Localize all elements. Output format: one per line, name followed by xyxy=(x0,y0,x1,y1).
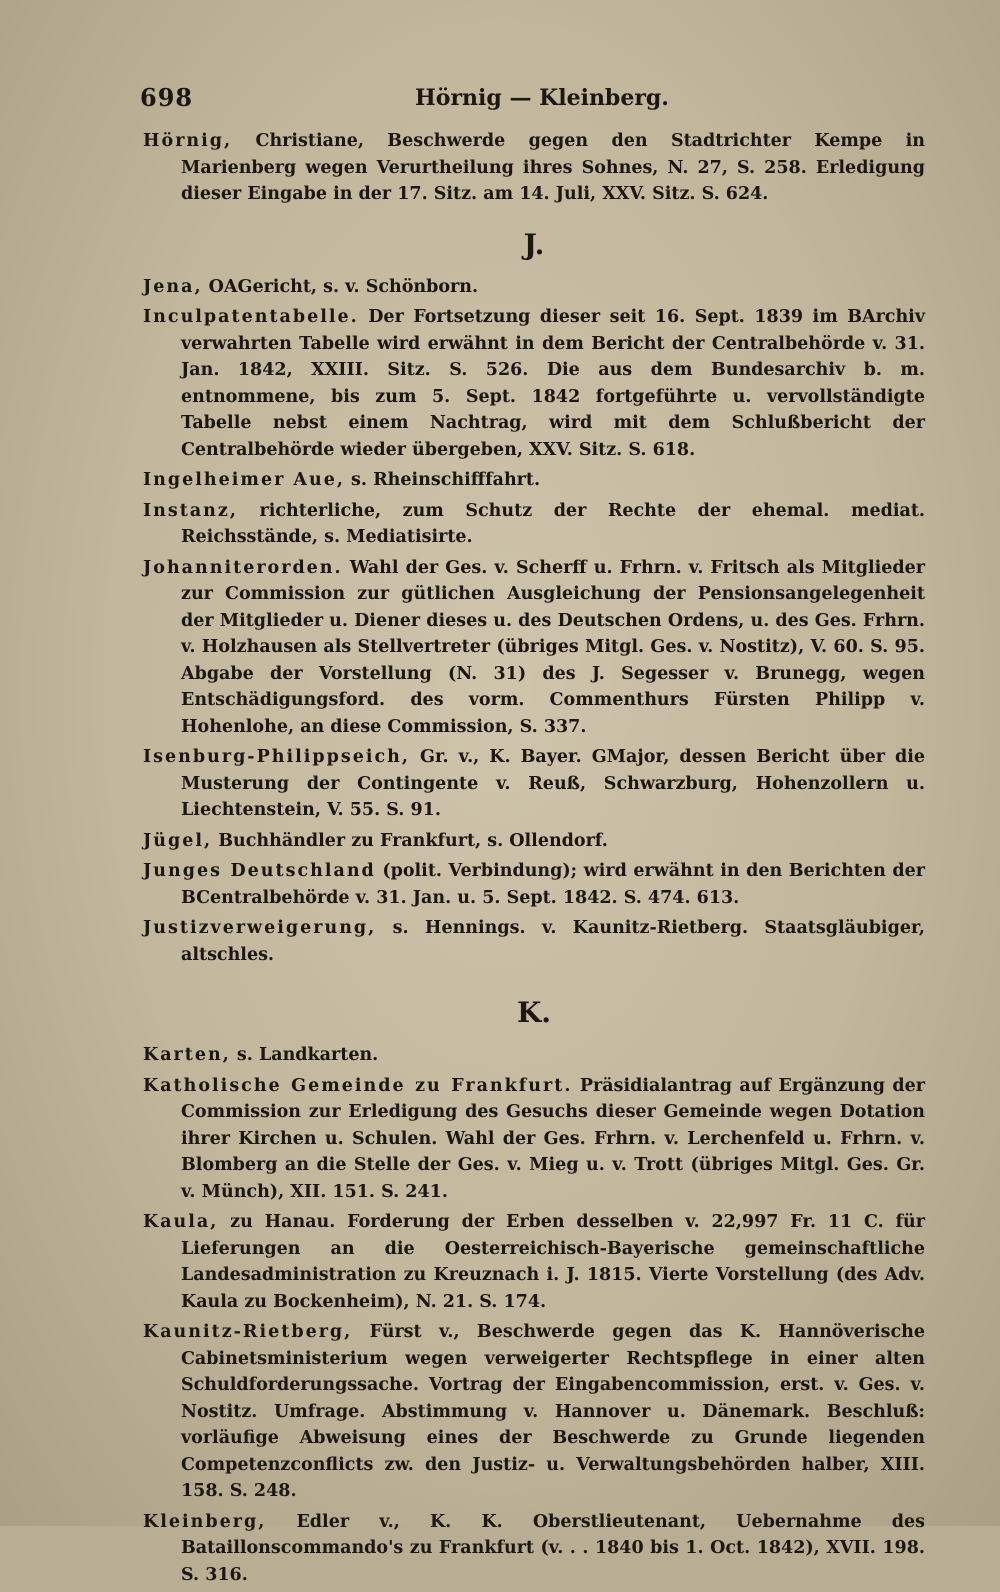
entry-text: s. Landkarten. xyxy=(230,1045,379,1065)
entry-text: Der Fortsetzung dieser seit 16. Sept. 1839 im BArchiv verwahrten Tabelle wird erwähnt in dem Bericht der Centralbehörde v. 31. Jan. 1842, XXIII. Sitz. S. 526. Die aus dem Bundesarchiv b. m. entnommene, bis zum 5. Sept. 1842 fortgeführte u. vervollständigte Tabelle nebst einem Nachtrag, wird mit dem Schlußbericht der Centralbehörde wieder übergeben, XXV. Sitz. S. 618. xyxy=(181,307,925,460)
index-entry xyxy=(143,744,925,824)
entry-text: Präsidialantrag auf Ergänzung der Commission zur Erledigung des Gesuchs dieser Gemeinde wegen Dotation ihrer Kirchen u. Schulen. Wahl der Ges. Frhrn. v. Lerchenfeld u. Frhrn. v. Blomberg an die Stelle der Ges. v. Mieg u. v. Trott (übriges Mitgl. Ges. Gr. v. Münch), XII. 151. S. 241. xyxy=(181,1075,926,1202)
entry-text: s. Hennings. v. Kaunitz-Rietberg. Staatsgläubiger, altschles. xyxy=(181,918,925,965)
running-title: Hörnig — Kleinberg. xyxy=(415,85,669,111)
entry-headword: Kaula, xyxy=(143,1212,219,1232)
index-entry xyxy=(143,304,925,463)
entry-headword: Katholische Gemeinde zu Frankfurt. xyxy=(143,1075,573,1096)
entry-headword: Johanniterorden. xyxy=(143,557,343,578)
entry-headword: Isenburg-Philippseich, xyxy=(143,747,410,767)
index-entry xyxy=(143,498,925,551)
index-entry xyxy=(143,828,925,855)
entry-text: Wahl der Ges. v. Scherff u. Frhrn. v. Fritsch als Mitglieder zur Commission zur gütlichen Ausgleichung der Pensionsangelegenheit der Mitglieder u. Diener dieses u. des Deutschen Ordens, u. des Ges. Frhrn. v. Holzhausen als Stellvertreter (übriges Mitgl. Ges. v. Nostitz), V. 60. S. 95. Abgabe der Vorstellung (N. 31) des J. Segesser v. Brunegg, wegen Entschädigungsford. des vorm. Commenthurs Fürsten Philipp v. Hohenlohe, an diese Commission, S. 337. xyxy=(181,557,925,737)
section-heading-k: K. xyxy=(516,996,552,1029)
page-header xyxy=(140,83,840,119)
index-entry xyxy=(143,858,925,911)
entry-headword: Kaunitz-Rietberg, xyxy=(143,1322,353,1342)
entry-text: zu Hanau. Forderung der Erben desselben v. 22,997 Fr. 11 C. für Lieferungen an die Oesterreichisch-Bayerische gemeinschaftliche Landesadministration zu Kreuznach i. J. 1815. Vierte Vorstellung (des Adv. Kaula zu Bockenheim), N. 21. S. 174. xyxy=(181,1212,925,1312)
entry-headword: Kleinberg, xyxy=(143,1511,267,1532)
entry-headword: Inculpatentabelle. xyxy=(143,307,359,327)
entry-headword: Junges Deutschland xyxy=(143,861,376,881)
entry-text: richterliche, zum Schutz der Rechte der ehemal. mediat. Reichsstände, s. Mediatisirte. xyxy=(181,500,925,547)
index-entry xyxy=(143,128,925,208)
index-entry xyxy=(143,555,925,741)
entry-headword: Jena, xyxy=(143,276,203,297)
index-entry xyxy=(143,1209,925,1315)
index-entry xyxy=(143,467,925,494)
index-entry xyxy=(143,274,925,301)
entry-text: Christiane, Beschwerde gegen den Stadtrichter Kempe in Marienberg wegen Verurtheilung ihres Sohnes, N. 27, S. 258. Erledigung dieser Eingabe in der 17. Sitz. am 14. Juli, XXV. Sitz. S. 624. xyxy=(181,131,925,204)
entry-headword: Hörnig, xyxy=(143,131,233,151)
index-entry xyxy=(143,915,925,968)
entry-text: Fürst v., Beschwerde gegen das K. Hannöverische Cabinetsministerium wegen verweigerter Rechtspflege in einer alten Schuldforderungssache. Vortrag der Eingabencommission, erst. v. Ges. v. Nostitz. Umfrage. Abstimmung v. Hannover u. Dänemark. Beschluß: vorläufige Abweisung eines der Beschwerde zu Grunde liegenden Competenzconflicts zw. den Justiz- u. Verwaltungsbehörden halber, XIII. 158. S. 248. xyxy=(181,1322,925,1501)
index-entry xyxy=(143,1042,925,1069)
index-entry xyxy=(143,1073,925,1206)
entry-headword: Instanz, xyxy=(143,500,238,521)
entry-headword: Ingelheimer Aue, xyxy=(143,470,345,490)
index-entry xyxy=(143,1319,925,1505)
entry-headword: Karten, xyxy=(143,1045,231,1065)
section-heading-j: J. xyxy=(523,227,545,261)
entry-text: Edler v., K. K. Oberstlieutenant, Uebernahme des Bataillonscommando's zu Frankfurt (v. . . 1840 bis 1. Oct. 1842), XVII. 198. S. 316. xyxy=(181,1511,925,1585)
entry-text: OAGericht, s. v. Schönborn. xyxy=(202,276,479,297)
entry-headword: Jügel, xyxy=(143,830,213,851)
entry-headword: Justizverweigerung, xyxy=(143,918,377,938)
entry-text: Gr. v., K. Bayer. GMajor, dessen Bericht über die Musterung der Contingente v. Reuß, Schwarzburg, Hohenzollern u. Liechtenstein, V. 55. S. 91. xyxy=(181,747,925,820)
page-number: 698 xyxy=(140,83,194,112)
index-entry xyxy=(143,1509,925,1589)
index-content xyxy=(143,128,925,1592)
entry-text: s. Rheinschifffahrt. xyxy=(344,470,541,490)
entry-text: (polit. Verbindung); wird erwähnt in den Berichten der BCentralbehörde v. 31. Jan. u. 5. Sept. 1842. S. 474. 613. xyxy=(181,861,925,908)
entry-text: Buchhändler zu Frankfurt, s. Ollendorf. xyxy=(212,830,608,851)
